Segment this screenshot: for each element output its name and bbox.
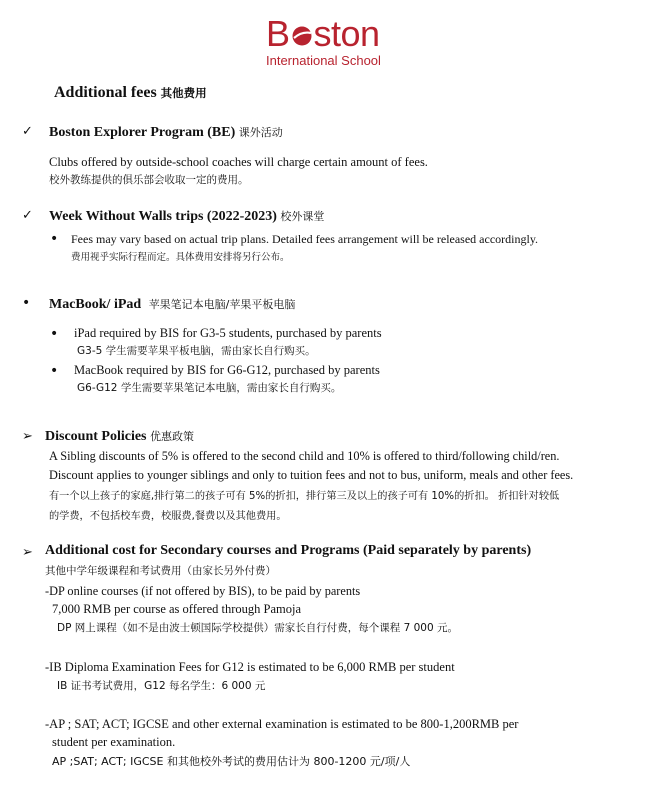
macbook-line-en: MacBook required by BIS for G6-G12, purchased by parents bbox=[74, 363, 380, 377]
arrow-bullet-icon: ➢ bbox=[22, 429, 33, 444]
bullet-icon: • bbox=[50, 326, 59, 342]
dp-line-2: 7,000 RMB per course as offered through Pamoja bbox=[52, 602, 302, 616]
discount-line-3-zh: 有一个以上孩子的家庭,排行第二的孩子可有 5%的折扣，排行第三及以上的孩子可有 10%的折扣。 折扣针对较低 bbox=[49, 491, 560, 502]
checkmark-icon: ✓ bbox=[22, 124, 33, 139]
school-logo bbox=[266, 13, 386, 72]
checkmark-icon: ✓ bbox=[22, 208, 33, 223]
www-heading-zh: 校外课堂 bbox=[280, 210, 325, 223]
bullet-icon: • bbox=[50, 363, 59, 379]
logo-letters-ston: ston bbox=[313, 13, 380, 54]
mac-heading-zh: 苹果笔记本电脑/苹果平板电脑 bbox=[148, 298, 296, 311]
dp-line-3-zh: DP 网上课程（如不是由波士顿国际学校提供）需家长自行付费，每个课程 7 000 元。 bbox=[57, 622, 458, 634]
mac-heading bbox=[49, 296, 295, 313]
ib-line-2-zh: IB 证书考试费用，G12 每名学生：6 000 元 bbox=[57, 680, 266, 692]
logo-letter-b: B bbox=[266, 13, 290, 54]
be-line-zh: 校外教练提供的俱乐部会收取一定的费用。 bbox=[49, 174, 249, 186]
be-heading-zh: 课外活动 bbox=[238, 126, 283, 139]
discount-heading-zh: 优惠政策 bbox=[150, 430, 194, 443]
discount-heading-en: Discount Policies bbox=[45, 429, 147, 444]
page-title-en: Additional fees bbox=[54, 84, 157, 101]
www-heading bbox=[49, 208, 324, 225]
macbook-line-zh: G6-G12 学生需要苹果笔记本电脑，需由家长自行购买。 bbox=[77, 382, 342, 394]
discount-heading bbox=[45, 428, 194, 445]
logo-ball-icon bbox=[291, 17, 313, 39]
ipad-line-en: iPad required by BIS for G3-5 students, purchased by parents bbox=[74, 326, 382, 340]
secondary-heading-zh: 其他中学年级课程和考试费用（由家长另外付费） bbox=[45, 565, 276, 577]
page-title bbox=[54, 84, 207, 102]
be-line-en: Clubs offered by outside-school coaches will charge certain amount of fees. bbox=[49, 155, 428, 169]
www-line-zh: 费用视乎实际行程而定。具体费用安排将另行公布。 bbox=[71, 252, 290, 263]
www-line-en: Fees may vary based on actual trip plans. Detailed fees arrangement will be released accordingly. bbox=[71, 232, 539, 246]
www-heading-en: Week Without Walls trips (2022-2023) bbox=[49, 209, 277, 224]
bullet-icon: • bbox=[22, 295, 31, 311]
be-heading-en: Boston Explorer Program (BE) bbox=[49, 125, 236, 140]
ap-line-3: AP ;SAT; ACT; IGCSE 和其他校外考试的费用估计为 800-1200 元/项/人 bbox=[52, 755, 411, 768]
arrow-bullet-icon: ➢ bbox=[22, 545, 33, 560]
mac-heading-en: MacBook/ iPad bbox=[49, 297, 142, 312]
page-title-zh: 其他费用 bbox=[160, 86, 207, 100]
be-heading bbox=[49, 124, 283, 141]
bullet-icon: • bbox=[50, 231, 59, 247]
dp-line-1: -DP online courses (if not offered by BIS), to be paid by parents bbox=[45, 584, 361, 598]
ap-line-1: -AP ; SAT; ACT; IGCSE and other external examination is estimated to be 800-1,200RMB per bbox=[45, 717, 519, 731]
discount-line-1: A Sibling discounts of 5% is offered to the second child and 10% is offered to third/following child/ren. bbox=[49, 449, 560, 463]
secondary-heading-en: Additional cost for Secondary courses and Programs (Paid separately by parents) bbox=[45, 543, 532, 558]
logo-subtitle: International School bbox=[266, 53, 381, 68]
ap-line-2: student per examination. bbox=[52, 735, 176, 749]
discount-line-4-zh: 的学费，不包括校车费，校服费,餐费以及其他费用。 bbox=[49, 511, 287, 522]
ib-line-1: -IB Diploma Examination Fees for G12 is estimated to be 6,000 RMB per student bbox=[45, 660, 455, 674]
ipad-line-zh: G3-5 学生需要苹果平板电脑，需由家长自行购买。 bbox=[77, 345, 316, 357]
discount-line-2: Discount applies to younger siblings and only to tuition fees and not to bus, uniform, meals and other fees. bbox=[49, 468, 574, 482]
logo-wordmark bbox=[266, 13, 380, 54]
